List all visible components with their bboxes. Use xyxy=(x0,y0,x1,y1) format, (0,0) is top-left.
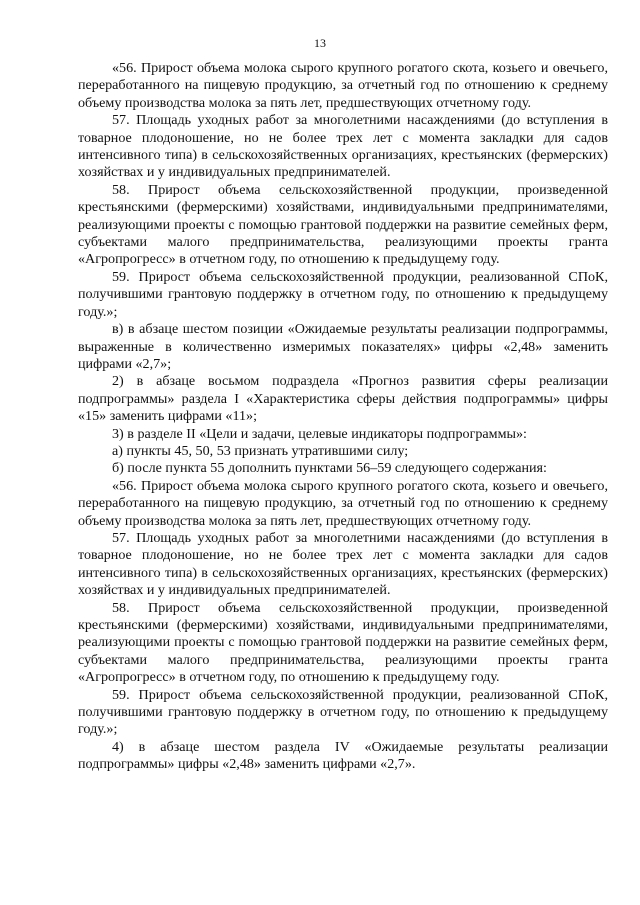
paragraph-item-57-repeat: 57. Площадь уходных работ за многолетними насаждениями (до вступления в товарное плодоношение, но не более трех лет с момента закладки для садов интенсивного типа) в сельскохозяйственных организациях, крестьянских (фермерских) хозяйствах и у индивидуальных предпринимателей. xyxy=(78,529,608,599)
paragraph-point-4: 4) в абзаце шестом раздела IV «Ожидаемые результаты реализации подпрограммы» цифры «2,48» заменить цифрами «2,7». xyxy=(78,738,608,773)
document-body xyxy=(78,60,608,774)
paragraph-item-59: 59. Прирост объема сельскохозяйственной продукции, реализованной СПоК, получившими грантовую поддержку в отчетном году, по отношению к предыдущему году.»; xyxy=(78,268,608,320)
paragraph-item-57: 57. Площадь уходных работ за многолетними насаждениями (до вступления в товарное плодоношение, но не более трех лет с момента закладки для садов интенсивного типа) в сельскохозяйственных организациях, крестьянских (фермерских) хозяйствах и у индивидуальных предпринимателей. xyxy=(78,112,608,181)
paragraph-subitem-v: в) в абзаце шестом позиции «Ожидаемые результаты реализации подпрограммы, выраженные в количественно измеримых показателях» цифры «2,48» заменить цифрами «2,7»; xyxy=(78,321,608,372)
paragraph-item-58-repeat: 58. Прирост объема сельскохозяйственной продукции, произведенной крестьянскими (фермерскими) хозяйствами, индивидуальными предпринимателями, реализующими проекты с помощью грантовой поддержки на развитие семейных ферм, субъектами малого предпринимательства, реализующими проекты гранта «Агропрогресс» в отчетном году, по отношению к предыдущему году. xyxy=(78,599,608,686)
paragraph-item-56: «56. Прирост объема молока сырого крупного рогатого скота, козьего и овечьего, переработанного на пищевую продукцию, за отчетный год по отношению к среднему объему производства молока за пять лет, предшествующих отчетному году. xyxy=(78,60,608,111)
paragraph-point-3: 3) в разделе II «Цели и задачи, целевые индикаторы подпрограммы»: xyxy=(112,425,527,442)
paragraph-subitem-b: б) после пункта 55 дополнить пунктами 56–59 следующего содержания: xyxy=(112,460,547,477)
paragraph-point-2: 2) в абзаце восьмом подраздела «Прогноз развития сферы реализации подпрограммы» раздела I «Характеристика сферы действия подпрограммы» цифры «15» заменить цифрами «11»; xyxy=(78,373,608,425)
paragraph-item-58: 58. Прирост объема сельскохозяйственной продукции, произведенной крестьянскими (фермерскими) хозяйствами, индивидуальными предпринимателями, реализующими проекты с помощью грантовой поддержки на развитие семейных ферм, субъектами малого предпринимательства, реализующими проекты гранта «Агропрогресс» в отчетном году, по отношению к предыдущему году. xyxy=(78,181,608,268)
paragraph-subitem-a: а) пункты 45, 50, 53 признать утратившими силу; xyxy=(112,442,409,459)
paragraph-item-56-repeat: «56. Прирост объема молока сырого крупного рогатого скота, козьего и овечьего, переработанного на пищевую продукцию, за отчетный год по отношению к среднему объему производства молока за пять лет, предшествующих отчетному году. xyxy=(78,477,608,529)
page-number: 13 xyxy=(314,36,326,50)
paragraph-item-59-repeat: 59. Прирост объема сельскохозяйственной продукции, реализованной СПоК, получившими грантовую поддержку в отчетном году, по отношению к предыдущему году.»; xyxy=(78,686,608,738)
